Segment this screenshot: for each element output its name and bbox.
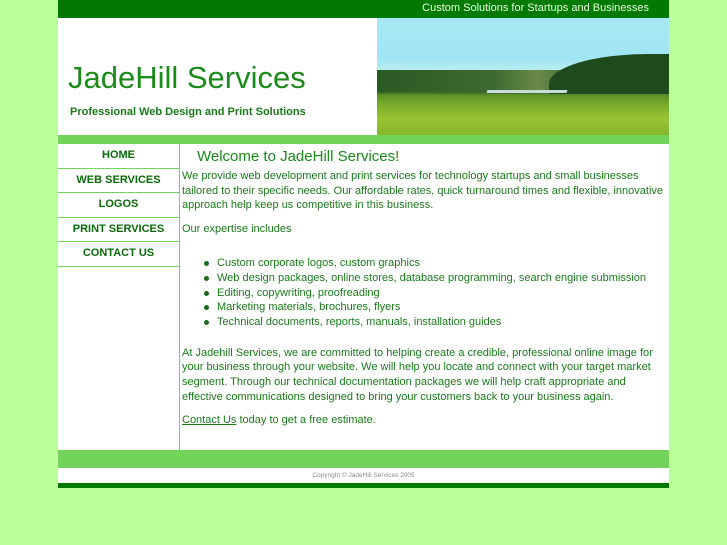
intro-paragraph: We provide web development and print services for technology startups and small businesses tailored to their specific needs. Our affordable rates, quick turnaround times and flexible, innovative approach help keep us competitive in this business. — [182, 170, 664, 212]
footer-divider-bar — [58, 450, 669, 468]
main-content — [181, 144, 669, 450]
header — [58, 18, 669, 135]
footer — [58, 468, 669, 483]
copyright-text: Copyright © JadeHill Services 2005 — [312, 472, 415, 479]
header-divider-bar — [58, 135, 669, 144]
hero-river — [486, 90, 567, 93]
hero-forest — [549, 54, 669, 94]
landscape-meadow-image — [377, 18, 669, 135]
hero-field — [377, 94, 669, 135]
page-title: Welcome to JadeHill Services! — [197, 148, 400, 165]
site-title: JadeHill Services — [68, 60, 306, 95]
sidebar-item-contact-us[interactable]: CONTACT US — [58, 242, 179, 267]
sidebar-item-print-services[interactable]: PRINT SERVICES — [58, 218, 179, 243]
expertise-lead: Our expertise includes — [182, 222, 292, 235]
list-item: Web design packages, online stores, database programming, search engine submission — [204, 271, 669, 286]
contact-us-link[interactable]: Contact Us — [182, 414, 237, 427]
sidebar-item-logos[interactable]: LOGOS — [58, 193, 179, 218]
footer-bottom-bar — [58, 483, 669, 488]
page-container — [58, 0, 669, 488]
sidebar-item-home[interactable]: HOME — [58, 144, 179, 169]
list-item: Marketing materials, brochures, flyers — [204, 300, 669, 315]
commitment-paragraph: At Jadehill Services, we are committed to helping create a credible, professional online image for your business through your website. We will help you locate and connect with your target market segment. Through our technical documentation packages we will help craft appropriate and effective communications designed to bring your customers back to your business again. — [182, 346, 653, 403]
list-item: Custom corporate logos, custom graphics — [204, 256, 669, 271]
top-bar-slogan: Custom Solutions for Startups and Businesses — [422, 2, 649, 14]
cta-paragraph — [182, 413, 669, 428]
sidebar-item-web-services[interactable]: WEB SERVICES — [58, 169, 179, 194]
list-item: Technical documents, reports, manuals, installation guides — [204, 315, 669, 330]
sidebar-nav — [58, 144, 180, 450]
list-item: Editing, copywriting, proofreading — [204, 286, 669, 301]
expertise-list — [204, 256, 669, 330]
tagline: Professional Web Design and Print Solutions — [70, 106, 306, 118]
cta-text: today to get a free estimate. — [236, 414, 376, 427]
top-bar — [58, 0, 669, 18]
